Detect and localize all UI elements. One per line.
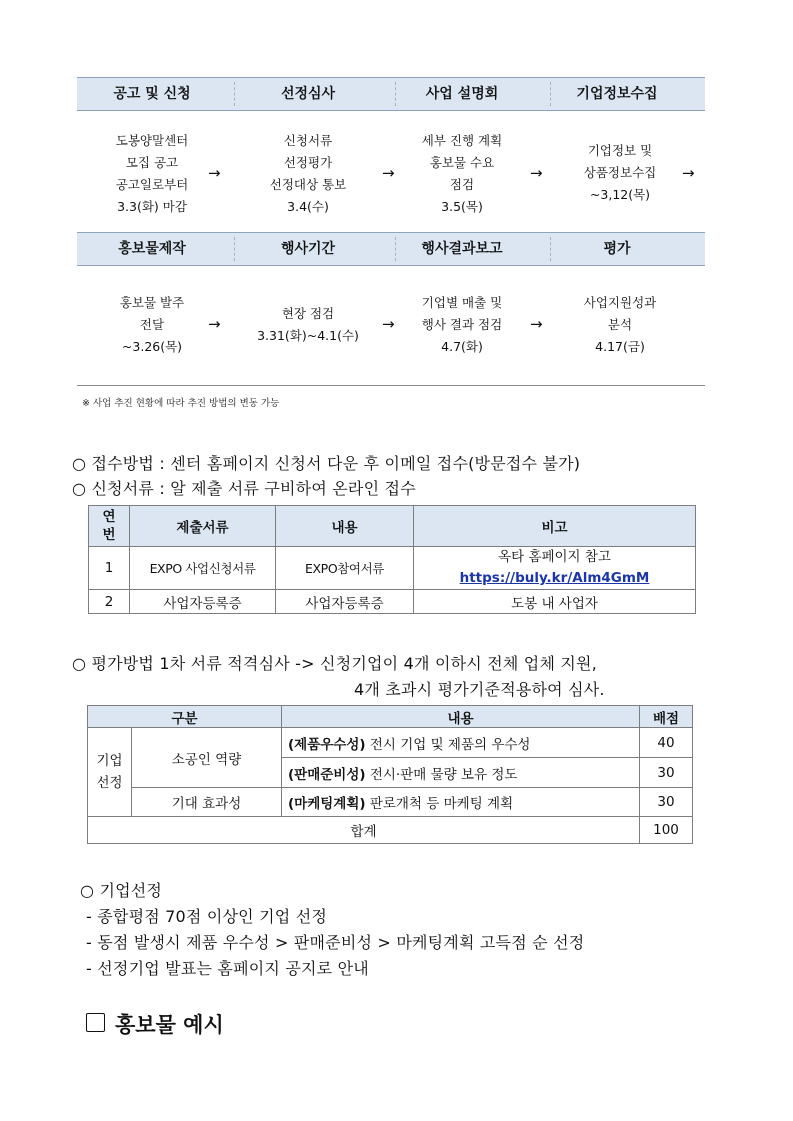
flow-step-title: 공고 및 신청: [113, 86, 191, 102]
flow-step-title: 기업정보수집: [576, 86, 658, 102]
flow-bottom-rule: [77, 385, 705, 386]
selection-title: ○ 기업선정: [80, 881, 163, 900]
group-cell: 기업 선정: [88, 728, 132, 817]
flow-step-title: 선정심사: [280, 86, 336, 102]
checkbox-icon: [86, 1013, 105, 1032]
flow-step-detail: 기업정보 및 상품정보수집 ~3,12(목): [583, 143, 657, 202]
flow-step-detail: 기업별 매출 및 행사 결과 점검 4.7(화): [421, 295, 503, 354]
flow-step-title: 홍보물제작: [118, 241, 186, 257]
table-row: (판매준비성) 전시·판매 물량 보유 정도 30: [88, 758, 693, 788]
flow-step-title: 평가: [603, 241, 631, 257]
col-header: 내용: [282, 706, 640, 728]
arrow-icon: →: [530, 315, 543, 333]
section-title: 홍보물 예시: [115, 1013, 224, 1037]
table-total-row: 합계 100: [88, 817, 693, 844]
arrow-icon: →: [382, 164, 395, 182]
table-row: 1 EXPO 사업신청서류 EXPO참여서류 옥타 홈페이지 참고 https://buly.kr/Alm4GmM: [89, 547, 696, 590]
table-row: 기업 선정 소공인 역량 (제품우수성) 전시 기업 및 제품의 우수성 40: [88, 728, 693, 758]
reception-method: ○ 접수방법 : 센터 홈페이지 신청서 다운 후 이메일 접수(방문접수 불가): [72, 454, 581, 473]
flow-header-row-1: [77, 77, 705, 111]
document-table: [88, 505, 696, 614]
note-text: 옥타 홈페이지 참고: [498, 549, 611, 565]
flow-note: ※ 사업 추진 현황에 따라 추진 방법의 변동 가능: [82, 398, 280, 409]
col-header: 내용: [276, 506, 414, 547]
evaluation-line-1: ○ 평가방법 1차 서류 적격심사 -> 신청기업이 4개 이하시 전체 업체 지원,: [72, 654, 597, 673]
arrow-icon: →: [530, 164, 543, 182]
expo-link[interactable]: https://buly.kr/Alm4GmM: [459, 570, 650, 586]
flow-step-detail: 도봉양말센터 모집 공고 공고일로부터 3.3(화) 마감: [115, 133, 189, 214]
selection-item: - 동점 발생시 제품 우수성 > 판매준비성 > 마케팅계획 고득점 순 선정: [86, 933, 585, 952]
flow-header-row-2: [77, 232, 705, 266]
col-header: 배점: [640, 706, 693, 728]
process-flow: [77, 0, 705, 400]
flow-step-title: 행사기간: [280, 241, 336, 257]
arrow-icon: →: [208, 315, 221, 333]
arrow-icon: →: [682, 164, 695, 182]
selection-item: - 선정기업 발표는 홈페이지 공지로 안내: [86, 959, 369, 978]
flow-step-detail: 현장 점검 3.31(화)~4.1(수): [257, 306, 359, 343]
flow-step-detail: 신청서류 선정평가 선정대상 통보 3.4(수): [269, 133, 347, 214]
flow-step-title: 행사결과보고: [421, 241, 503, 257]
flow-step-detail: 홍보물 발주 전달 ~3.26(목): [119, 295, 185, 354]
evaluation-line-2: 4개 초과시 평가기준적용하여 심사.: [354, 680, 605, 699]
flow-step-title: 사업 설명회: [425, 86, 499, 102]
col-header: 연 번: [89, 506, 130, 547]
evaluation-table: [87, 705, 693, 844]
selection-item: - 종합평점 70점 이상인 기업 선정: [86, 907, 328, 926]
arrow-icon: →: [382, 315, 395, 333]
col-header: 구분: [88, 706, 282, 728]
table-row: 2 사업자등록증 사업자등록증 도봉 내 사업자: [89, 590, 696, 614]
flow-step-detail: 사업지원성과 분석 4.17(금): [583, 295, 657, 354]
reception-documents: ○ 신청서류 : 알 제출 서류 구비하여 온라인 접수: [72, 479, 416, 498]
col-header: 제출서류: [130, 506, 276, 547]
col-header: 비고: [414, 506, 696, 547]
arrow-icon: →: [208, 164, 221, 182]
table-row: 기대 효과성 (마케팅계획) 판로개척 등 마케팅 계획 30: [88, 788, 693, 817]
flow-step-detail: 세부 진행 계획 홍보물 수요 점검 3.5(목): [421, 133, 503, 214]
